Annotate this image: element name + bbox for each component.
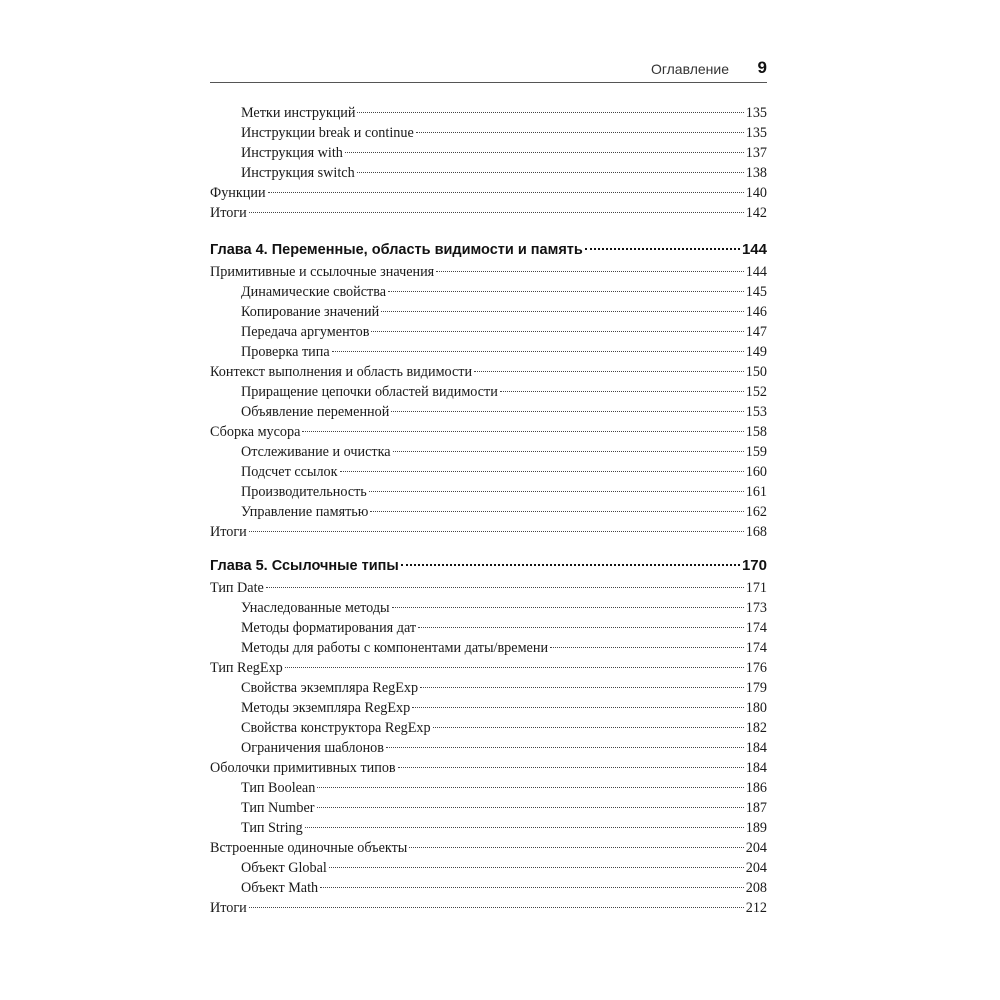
toc-entry: [210, 482, 767, 502]
toc-entry: [210, 738, 767, 758]
toc-entry-label: Ограничения шаблонов: [241, 740, 384, 756]
toc-entry-label: Итоги: [210, 524, 247, 540]
toc-entry: [210, 838, 767, 858]
leader-dots: [371, 331, 743, 332]
leader-dots: [317, 807, 744, 808]
toc-entry-page: 187: [745, 800, 767, 816]
toc-entry: [210, 658, 767, 678]
toc-entry-label: Подсчет ссылок: [241, 464, 338, 480]
toc-entry-label: Методы для работы с компонентами даты/времени: [241, 640, 549, 656]
toc-entry-page: 212: [745, 900, 767, 916]
chapter-title: Глава 5. Ссылочные типы: [210, 558, 399, 574]
leader-dots: [332, 351, 744, 352]
toc-entry: [210, 818, 767, 838]
toc-entry-page: 182: [745, 720, 767, 736]
toc-entry-label: Тип String: [241, 820, 303, 836]
leader-dots: [398, 767, 744, 768]
toc-entry-page: 142: [745, 205, 767, 221]
toc-entry: [210, 203, 767, 223]
toc-entry-page: 138: [745, 165, 767, 181]
toc-entry-label: Объект Math: [241, 880, 319, 896]
toc-entry: [210, 183, 767, 203]
leader-dots: [305, 827, 744, 828]
toc-entry: [210, 778, 767, 798]
toc-entry-page: 135: [745, 105, 767, 121]
toc-entry-page: 204: [745, 860, 767, 876]
toc-block-chapter5: [210, 554, 767, 918]
toc-entry: [210, 598, 767, 618]
toc-entry: [210, 798, 767, 818]
toc-entry: [210, 362, 767, 382]
toc-entry-label: Копирование значений: [241, 304, 380, 320]
toc-entry-label: Тип Boolean: [241, 780, 316, 796]
leader-dots: [500, 391, 744, 392]
toc-entry-page: 180: [745, 700, 767, 716]
toc-entry-page: 159: [745, 444, 767, 460]
leader-dots: [391, 411, 743, 412]
header-title: Оглавление: [650, 61, 729, 77]
leader-dots: [268, 192, 744, 193]
toc-entry-page: 189: [745, 820, 767, 836]
toc-entry: [210, 282, 767, 302]
toc-entry-label: Сборка мусора: [210, 424, 301, 440]
running-header: [210, 58, 767, 83]
toc-entry-page: 145: [745, 284, 767, 300]
toc-entry-label: Объект Global: [241, 860, 327, 876]
toc-entry-page: 152: [745, 384, 767, 400]
chapter-title: Глава 4. Переменные, область видимости и память: [210, 242, 583, 258]
leader-dots: [317, 787, 743, 788]
chapter-page: 170: [741, 557, 767, 574]
leader-dots: [585, 248, 740, 250]
leader-dots: [320, 887, 744, 888]
toc-entry-label: Тип RegExp: [210, 660, 283, 676]
toc-entry: [210, 402, 767, 422]
toc-entry: [210, 858, 767, 878]
leader-dots: [381, 311, 744, 312]
leader-dots: [388, 291, 744, 292]
leader-dots: [401, 564, 740, 566]
toc-entry: [210, 103, 767, 123]
toc-entry-page: 140: [745, 185, 767, 201]
toc-entry-label: Свойства экземпляра RegExp: [241, 680, 419, 696]
leader-dots: [249, 212, 744, 213]
toc-entry: [210, 522, 767, 542]
leader-dots: [420, 687, 744, 688]
leader-dots: [340, 471, 744, 472]
leader-dots: [409, 847, 743, 848]
toc-entry-label: Производительность: [241, 484, 367, 500]
toc-entry-label: Инструкции break и continue: [241, 125, 414, 141]
toc-entry-label: Объявление переменной: [241, 404, 390, 420]
leader-dots: [436, 271, 744, 272]
toc-entry-label: Примитивные и ссылочные значения: [210, 264, 435, 280]
toc-entry-page: 150: [745, 364, 767, 380]
leader-dots: [393, 451, 744, 452]
toc-entry: [210, 698, 767, 718]
toc-entry-page: 135: [745, 125, 767, 141]
toc-entry-label: Итоги: [210, 900, 247, 916]
toc-entry-label: Методы экземпляра RegExp: [241, 700, 411, 716]
toc-entry-page: 168: [745, 524, 767, 540]
toc-entry: [210, 462, 767, 482]
toc-entry: [210, 898, 767, 918]
toc-entry-page: 137: [745, 145, 767, 161]
leader-dots: [418, 627, 744, 628]
toc-entry: [210, 442, 767, 462]
toc-entry: [210, 718, 767, 738]
toc-entry: [210, 262, 767, 282]
leader-dots: [412, 707, 743, 708]
toc-entry: [210, 578, 767, 598]
toc-entry-page: 176: [745, 660, 767, 676]
toc-entry-label: Приращение цепочки областей видимости: [241, 384, 498, 400]
toc-entry-page: 161: [745, 484, 767, 500]
leader-dots: [386, 747, 744, 748]
leader-dots: [329, 867, 744, 868]
toc-entry-page: 174: [745, 620, 767, 636]
toc-entry-label: Метки инструкций: [241, 105, 356, 121]
chapter-page: 144: [741, 241, 767, 258]
toc-entry: [210, 618, 767, 638]
toc-entry: [210, 758, 767, 778]
toc-entry-page: 186: [745, 780, 767, 796]
toc-entry-page: 171: [745, 580, 767, 596]
toc-entry-label: Динамические свойства: [241, 284, 387, 300]
toc-entry-label: Унаследованные методы: [241, 600, 390, 616]
chapter-heading: [210, 554, 767, 578]
toc-entry-label: Итоги: [210, 205, 247, 221]
toc-entry: [210, 382, 767, 402]
leader-dots: [249, 907, 744, 908]
toc-entry-label: Тип Number: [241, 800, 315, 816]
toc-entry-page: 174: [745, 640, 767, 656]
toc-entry-page: 158: [745, 424, 767, 440]
toc-entry: [210, 302, 767, 322]
leader-dots: [392, 607, 744, 608]
toc-entry-label: Инструкция switch: [241, 165, 355, 181]
toc-entry-page: 184: [745, 740, 767, 756]
chapter-heading: [210, 238, 767, 262]
toc-entry: [210, 143, 767, 163]
leader-dots: [370, 511, 743, 512]
toc-entry: [210, 878, 767, 898]
toc-entry-page: 153: [745, 404, 767, 420]
leader-dots: [302, 431, 743, 432]
toc-entry-page: 147: [745, 324, 767, 340]
toc-block-chapter4: [210, 238, 767, 542]
toc-entry-label: Функции: [210, 185, 266, 201]
toc-entry: [210, 502, 767, 522]
toc-entry-page: 162: [745, 504, 767, 520]
leader-dots: [433, 727, 744, 728]
leader-dots: [474, 371, 744, 372]
toc-entry-page: 208: [745, 880, 767, 896]
toc-entry-page: 179: [745, 680, 767, 696]
toc-entry-label: Отслеживание и очистка: [241, 444, 391, 460]
toc-entry-page: 149: [745, 344, 767, 360]
leader-dots: [357, 112, 743, 113]
leader-dots: [266, 587, 744, 588]
toc-entry-label: Проверка типа: [241, 344, 330, 360]
leader-dots: [345, 152, 744, 153]
toc-entry-page: 160: [745, 464, 767, 480]
toc-entry-page: 184: [745, 760, 767, 776]
toc-entry-label: Методы форматирования дат: [241, 620, 417, 636]
toc-entry-page: 146: [745, 304, 767, 320]
toc-entry: [210, 163, 767, 183]
toc-entry: [210, 123, 767, 143]
toc-block-chapter3-continued: [210, 103, 767, 223]
leader-dots: [550, 647, 744, 648]
toc-entry-label: Тип Date: [210, 580, 264, 596]
toc-entry: [210, 342, 767, 362]
toc-entry-label: Передача аргументов: [241, 324, 370, 340]
leader-dots: [369, 491, 744, 492]
toc-entry-label: Контекст выполнения и область видимости: [210, 364, 473, 380]
toc-entry-label: Инструкция with: [241, 145, 343, 161]
toc-entry: [210, 322, 767, 342]
toc-entry-label: Управление памятью: [241, 504, 369, 520]
toc-entry-label: Свойства конструктора RegExp: [241, 720, 431, 736]
leader-dots: [249, 531, 744, 532]
leader-dots: [285, 667, 744, 668]
toc-entry-page: 173: [745, 600, 767, 616]
toc-entry-label: Встроенные одиночные объекты: [210, 840, 408, 856]
toc-entry-label: Оболочки примитивных типов: [210, 760, 396, 776]
toc-entry: [210, 422, 767, 442]
toc-entry: [210, 638, 767, 658]
toc-entry-page: 144: [745, 264, 767, 280]
header-page-number: 9: [757, 58, 767, 77]
leader-dots: [357, 172, 744, 173]
leader-dots: [416, 132, 744, 133]
toc-entry-page: 204: [745, 840, 767, 856]
toc-entry: [210, 678, 767, 698]
